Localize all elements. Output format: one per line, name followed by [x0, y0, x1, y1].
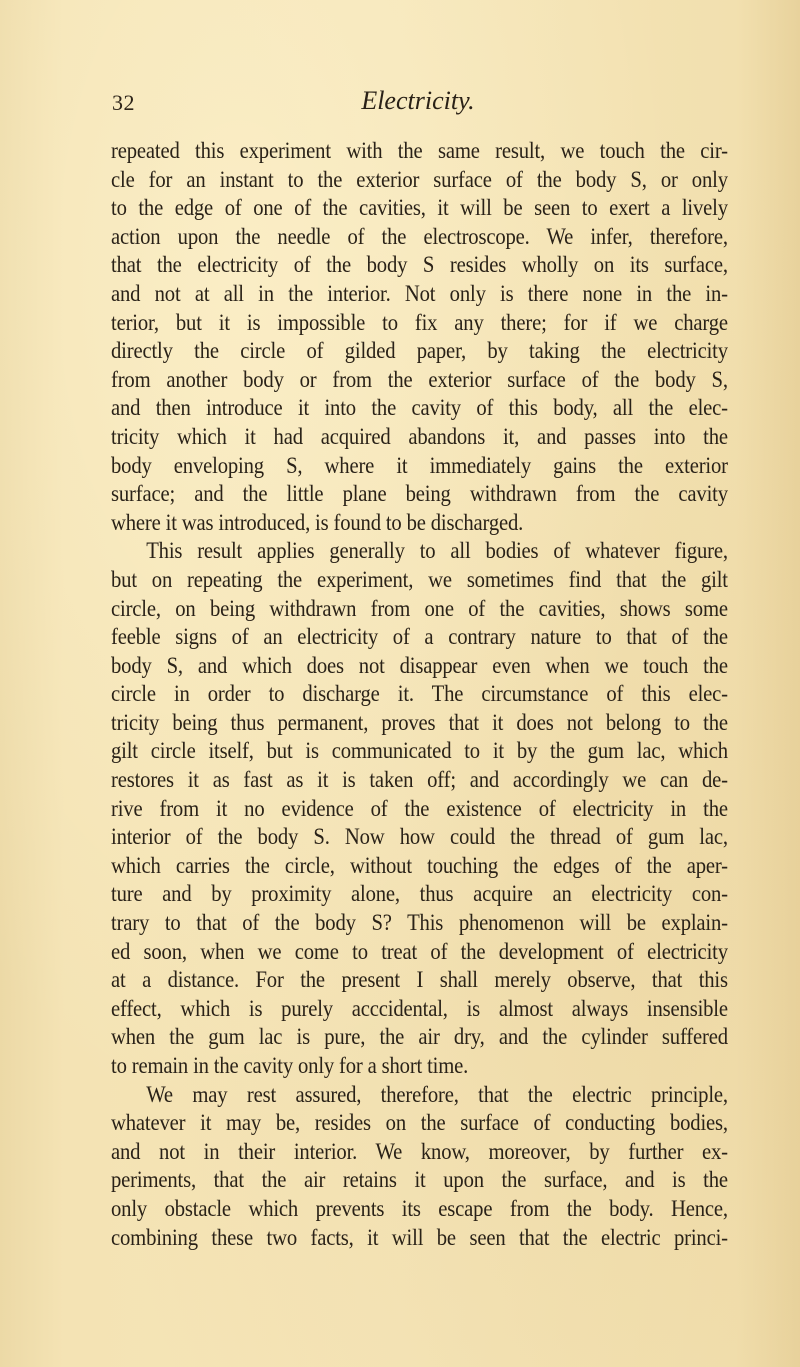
text-line: terior, but it is impossible to fix any there; for if we charge: [111, 309, 728, 336]
text-line: rive from it no evidence of the existence of electricity in the: [111, 795, 728, 822]
running-title: Electricity.: [361, 86, 475, 115]
text-line: surface; and the little plane being withdrawn from the cavity: [111, 481, 728, 508]
text-line: that the electricity of the body S resides wholly on its surface,: [111, 252, 728, 279]
page-number: 32: [112, 90, 135, 115]
text-line: body enveloping S, where it immediately gains the exterior: [111, 452, 728, 479]
text-line: circle, on being withdrawn from one of the cavities, shows some: [111, 595, 728, 622]
text-line: feeble signs of an electricity of a contrary nature to that of the: [111, 624, 728, 651]
text-line: tricity being thus permanent, proves that it does not belong to the: [111, 709, 728, 736]
text-line: from another body or from the exterior surface of the body S,: [111, 366, 728, 393]
text-line: and then introduce it into the cavity of this body, all the elec-: [111, 395, 728, 422]
text-line: ed soon, when we come to treat of the development of electricity: [111, 938, 728, 965]
text-line: combining these two facts, it will be seen that the electric princi-: [111, 1224, 728, 1251]
text-line: action upon the needle of the electroscope. We infer, therefore,: [111, 223, 728, 250]
text-line: body S, and which does not disappear even when we touch the: [111, 652, 728, 679]
text-line: trary to that of the body S? This phenomenon will be explain-: [111, 910, 728, 937]
running-head: [112, 86, 724, 122]
text-line: We may rest assured, therefore, that the electric principle,: [146, 1081, 728, 1108]
text-line: effect, which is purely acccidental, is almost always insensible: [111, 995, 728, 1022]
text-line: periments, that the air retains it upon the surface, and is the: [111, 1167, 728, 1194]
text-line: which carries the circle, without touching the edges of the aper-: [111, 852, 728, 879]
text-line: restores it as fast as it is taken off; and accordingly we can de-: [111, 767, 728, 794]
text-line: at a distance. For the present I shall merely observe, that this: [111, 967, 728, 994]
text-line: to the edge of one of the cavities, it will be seen to exert a lively: [111, 195, 728, 222]
text-line: tricity which it had acquired abandons it, and passes into the: [111, 423, 728, 450]
text-line: where it was introduced, is found to be discharged.: [111, 509, 524, 536]
body-text: [111, 137, 728, 1252]
text-line: but on repeating the experiment, we sometimes find that the gilt: [111, 566, 728, 593]
text-line: repeated this experiment with the same result, we touch the cir-: [111, 138, 728, 164]
text-line: interior of the body S. Now how could the thread of gum lac,: [111, 824, 728, 851]
text-line: directly the circle of gilded paper, by taking the electricity: [111, 338, 728, 365]
text-line: and not in their interior. We know, moreover, by further ex-: [111, 1138, 728, 1165]
text-line: cle for an instant to the exterior surface of the body S, or only: [111, 166, 728, 193]
text-line: only obstacle which prevents its escape from the body. Hence,: [111, 1195, 728, 1222]
text-line: whatever it may be, resides on the surface of conducting bodies,: [111, 1110, 728, 1137]
text-line: circle in order to discharge it. The circumstance of this elec-: [111, 681, 728, 708]
text-line: and not at all in the interior. Not only is there none in the in-: [111, 280, 728, 307]
text-line: to remain in the cavity only for a short time.: [111, 1053, 469, 1079]
text-line: ture and by proximity alone, thus acquire an electricity con-: [111, 881, 728, 908]
text-line: when the gum lac is pure, the air dry, and the cylinder suffered: [111, 1024, 728, 1051]
text-line: This result applies generally to all bodies of whatever figure,: [146, 538, 728, 565]
text-line: gilt circle itself, but is communicated to it by the gum lac, which: [111, 738, 728, 765]
